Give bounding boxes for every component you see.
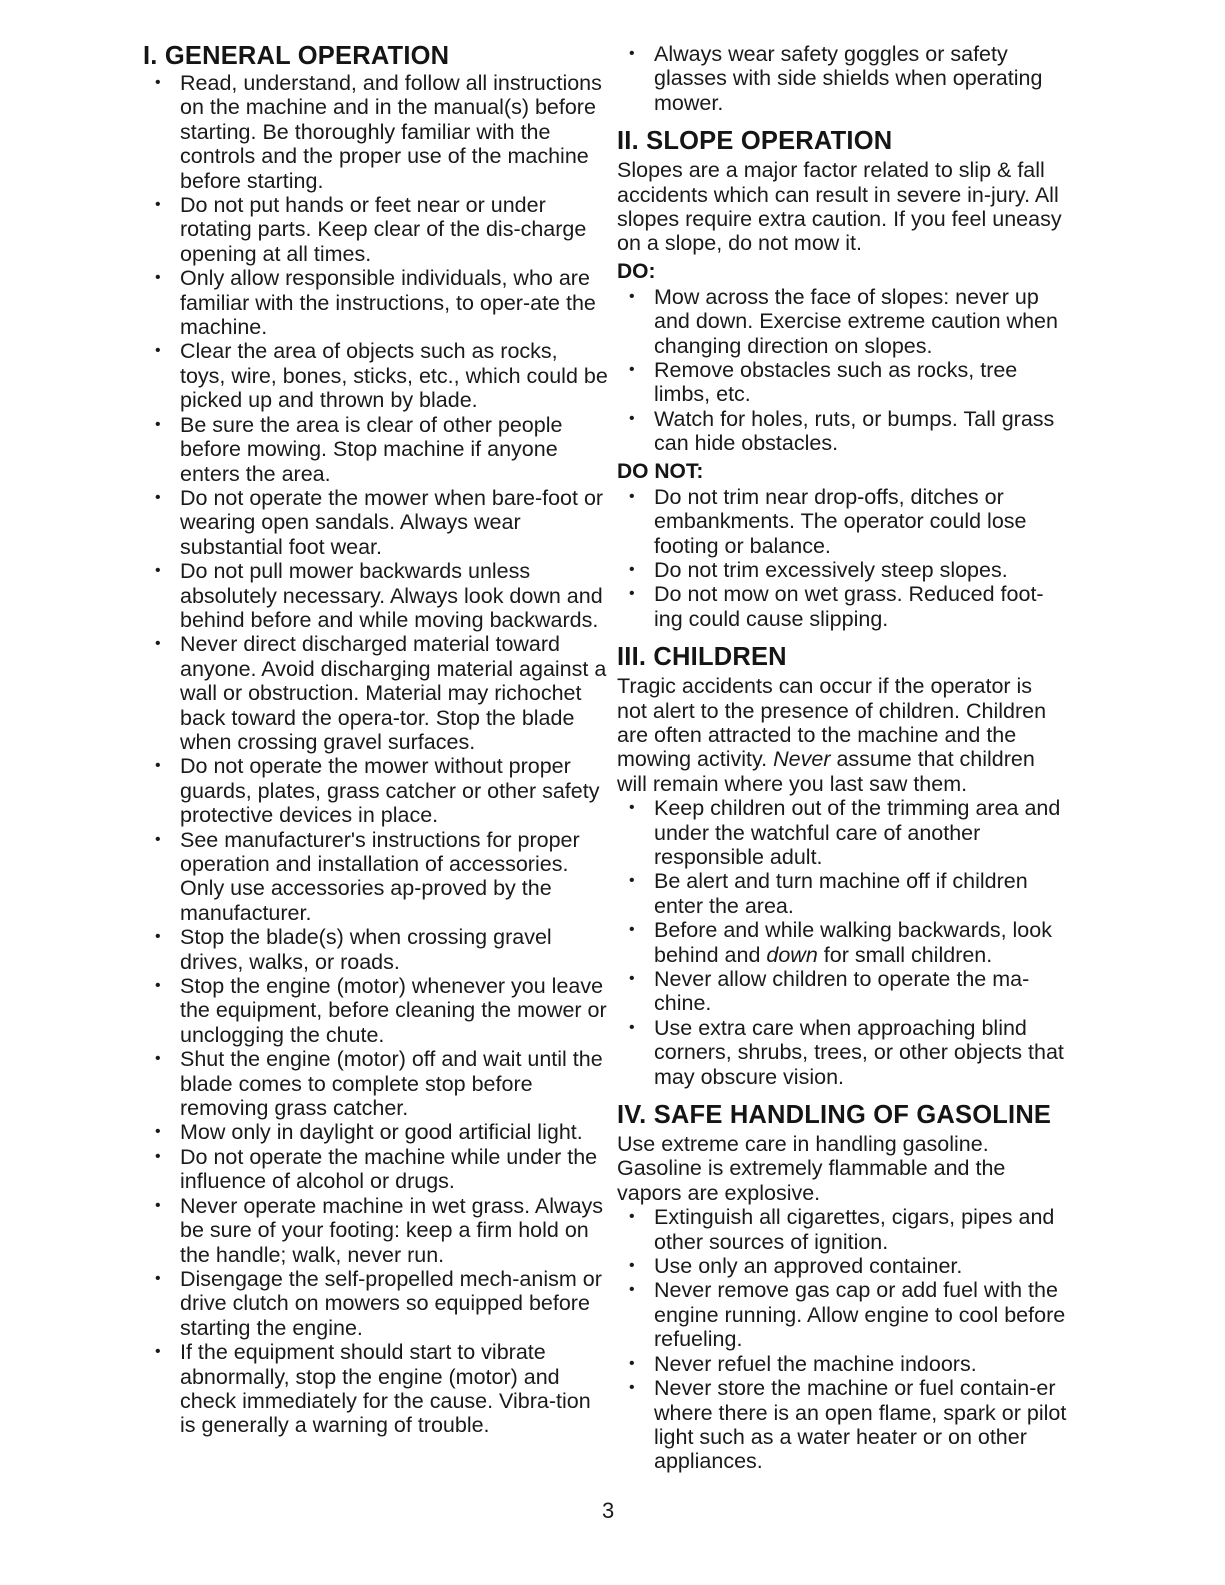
children-intro-never: Never [773,747,831,772]
list-item: • Never refuel the machine indoors. [617,1352,1067,1376]
list-item: • Use only an approved container. [617,1254,1067,1278]
list-item: • Stop the engine (motor) whenever you leave the equipment, before cleaning the mower or unclogging the chute. [143,974,608,1047]
children-intro-text: Tragic accidents can occur if the operator is not alert to the presence of children. Children are often attracted to the machine and the mowing activity. [617,674,1047,772]
list-item: • Only allow responsible individuals, who are familiar with the instructions, to oper-ate the machine. [143,266,608,339]
page-number: 3 [602,1498,615,1523]
left-column [143,42,608,1438]
list-item: • Never store the machine or fuel contain-er where there is an open flame, spark or pilot light such as a water heater or on other appliances. [617,1376,1067,1474]
list-item: • Keep children out of the trimming area and under the watchful care of another responsible adult. [617,796,1067,869]
slope-operation-heading: II. SLOPE OPERATION [617,127,893,156]
list-item-emphasis: down [766,942,818,967]
gasoline-heading: IV. SAFE HANDLING OF GASOLINE [617,1101,1052,1130]
general-operation-heading: I. GENERAL OPERATION [143,42,450,70]
list-item: • Do not operate the machine while under the influence of alcohol or drugs. [143,1145,608,1194]
list-item: • Be sure the area is clear of other people before mowing. Stop machine if anyone enters the area. [143,413,608,486]
list-item: • Mow only in daylight or good artificial light. [143,1120,608,1144]
children-heading: III. CHILDREN [617,643,787,672]
list-item: • Do not put hands or feet near or under rotating parts. Keep clear of the dis-charge opening at all times. [143,193,608,266]
list-item: • Stop the blade(s) when crossing gravel drives, walks, or roads. [143,925,608,974]
list-item: • Never operate machine in wet grass. Always be sure of your footing: keep a firm hold on the handle; walk, never run. [143,1194,608,1267]
list-item: • Remove obstacles such as rocks, tree limbs, etc. [617,358,1067,407]
list-item: • See manufacturer's instructions for proper operation and installation of accessories. Only use accessories ap-proved by the manufacturer. [143,828,608,926]
list-item: • Be alert and turn machine off if children enter the area. [617,869,1067,918]
do-not-list [617,485,1067,631]
list-item: • Extinguish all cigarettes, cigars, pipes and other sources of ignition. [617,1205,1067,1254]
list-item: • Do not pull mower backwards unless absolutely necessary. Always look down and behind before and while moving backwards. [143,559,608,632]
list-item: • If the equipment should start to vibrate abnormally, stop the engine (motor) and check immediately for the cause. Vibra-tion is generally a warning of trouble. [143,1340,608,1438]
do-label: DO: [617,259,656,283]
slope-intro: Slopes are a major factor related to slip & fall accidents which can result in severe in-jury. All slopes require extra caution. If you feel uneasy on a slope, do not mow it. [617,158,1062,256]
list-item: • Never remove gas cap or add fuel with the engine running. Allow engine to cool before refueling. [617,1278,1067,1351]
list-item [617,918,1067,967]
gasoline-list [617,1205,1067,1473]
list-item: • Never direct discharged material toward anyone. Avoid discharging material against a wall or obstruction. Material may richochet back toward the opera-tor. Stop the blade when crossing gravel surfaces. [143,632,608,754]
list-item: • Watch for holes, ruts, or bumps. Tall grass can hide obstacles. [617,407,1067,456]
list-item: • Do not trim near drop-offs, ditches or embankments. The operator could lose footing or balance. [617,485,1067,558]
list-item: • Disengage the self-propelled mech-anism or drive clutch on mowers so equipped before starting the engine. [143,1267,608,1340]
list-item: • Never allow children to operate the ma-chine. [617,967,1067,1016]
list-item: • Mow across the face of slopes: never up and down. Exercise extreme caution when changing direction on slopes. [617,285,1067,358]
list-item: • Shut the engine (motor) off and wait until the blade comes to complete stop before removing grass catcher. [143,1047,608,1120]
do-list [617,285,1067,456]
list-item: • Do not trim excessively steep slopes. [617,558,1067,582]
gasoline-intro: Use extreme care in handling gasoline. Gasoline is extremely flammable and the vapors are explosive. [617,1132,1006,1205]
list-item: • Read, understand, and follow all instructions on the machine and in the manual(s) before starting. Be thoroughly familiar with the controls and the proper use of the machine before starting. [143,71,608,193]
list-item-text: Before and while walking backwards, look behind and [654,918,1052,967]
general-operation-list-continued [617,42,1067,115]
list-item: • Do not operate the mower without proper guards, plates, grass catcher or other safety protective devices in place. [143,754,608,827]
list-item: • Do not mow on wet grass. Reduced foot-ing could cause slipping. [617,582,1067,631]
list-item: • Always wear safety goggles or safety glasses with side shields when operating mower. [617,42,1067,115]
children-list [617,796,1067,1089]
do-not-label: DO NOT: [617,459,704,483]
general-operation-list [143,71,608,1438]
list-item: • Clear the area of objects such as rocks, toys, wire, bones, sticks, etc., which could be picked up and thrown by blade. [143,339,608,412]
list-item: • Do not operate the mower when bare-foot or wearing open sandals. Always wear substantial foot wear. [143,486,608,559]
right-column [617,42,1067,1474]
children-intro [617,674,1067,796]
list-item: • Use extra care when approaching blind corners, shrubs, trees, or other objects that may obscure vision. [617,1016,1067,1089]
children-intro-text-end: assume that children will remain where you last saw them. [617,747,1035,796]
list-item-text-end: for small children. [817,942,993,967]
